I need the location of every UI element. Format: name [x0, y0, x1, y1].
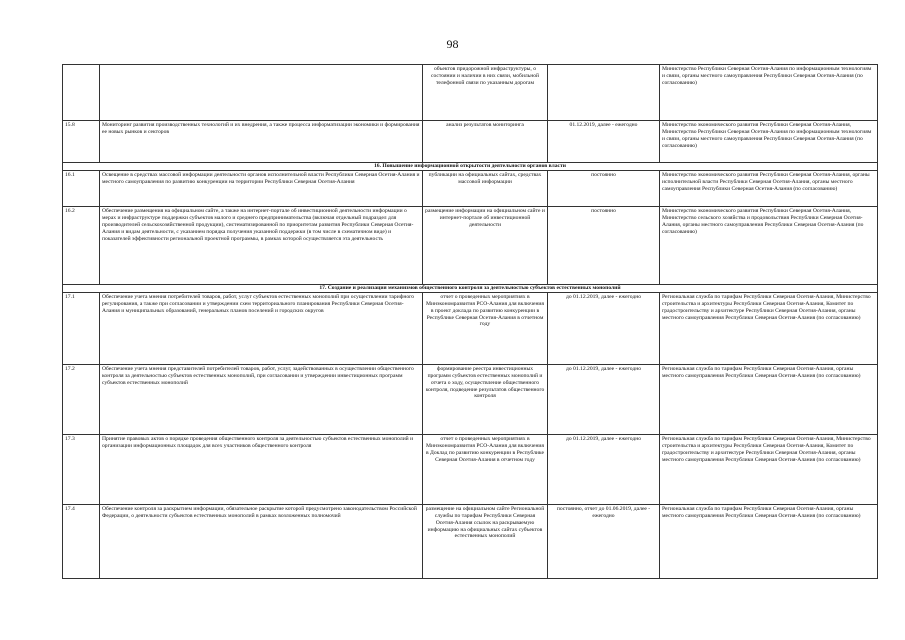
section-header [63, 284, 878, 292]
responsible-text: Министерство экономического развития Республики Северная Осетия-Алания, Министерство Республики Северная Осетия-Алания по информационным технологиям и связи, органы местного самоуправления Республики Северная Осетия-Алания (по согласованию) [660, 121, 878, 163]
deadline-text [548, 65, 660, 121]
table-row [63, 206, 878, 284]
section-title: 16. Повышение информационной открытости деятельности органов власти [63, 163, 878, 171]
result-text: размещение на официальном сайте Региональной службы по тарифам Республики Северная Осетия-Алания ссылок на раскрываемую информацию на официальных сайтах субъектов естественных монополий [423, 504, 548, 578]
row-number: 17.1 [63, 292, 100, 364]
responsible-text: Региональная служба по тарифам Республики Северная Осетия-Алания, органы местного самоуправления Республики Северная Осетия-Алания (по согласованию) [660, 504, 878, 578]
measures-table-body [63, 65, 878, 579]
responsible-text: Региональная служба по тарифам Республики Северная Осетия-Алания, Министерство строительства и архитектуры Республики Северная Осетия-Алания, Комитет по градостроительству и архитектуре Республики Северная Осетия-Алания, органы местного самоуправления Республики Северная Осетия-Алания (по согласованию) [660, 292, 878, 364]
responsible-text: Министерство экономического развития Республики Северная Осетия-Алания, органы исполнительной власти Республики Северная Осетия-Алания, органы местного самоуправления Республики Северная Осетия-Алания (по согласованию) [660, 170, 878, 206]
page-number: 98 [446, 37, 459, 51]
responsible-text: Министерство Республики Северная Осетия-Алания по информационным технологиям и связи, органы местного самоуправления Республики Северная Осетия-Алания (по согласованию) [660, 65, 878, 121]
result-text: отчет о проведенных мероприятиях в Минэкономразвития РСО-Алания для включения в проект доклада по развитию конкуренции в Республике Северная Осетия-Алания в отчетном году [423, 292, 548, 364]
row-number: 16.1 [63, 170, 100, 206]
row-number: 15.8 [63, 121, 100, 163]
deadline-text: до 01.12.2019, далее - ежегодно [548, 364, 660, 434]
measure-text: Принятие правовых актов о порядке проведения общественного контроля за деятельностью субъектов естественных монополий и организации информационных площадок для всех участников общественного контроля [100, 434, 423, 504]
row-number: 17.2 [63, 364, 100, 434]
row-number: 17.3 [63, 434, 100, 504]
row-number [63, 65, 100, 121]
table-row [63, 504, 878, 578]
measure-text: Мониторинг развития производственных технологий и их внедрения, а также процесса информатизации экономики и формирования ее новых рынков и секторов [100, 121, 423, 163]
responsible-text: Региональная служба по тарифам Республики Северная Осетия-Алания, Министерство строительства и архитектуры Республики Северная Осетия-Алания, Комитет по градостроительству и архитектуре Республики Северная Осетия-Алания, органы местного самоуправления Республики Северная Осетия-Алания (по согласованию) [660, 434, 878, 504]
result-text: формирование реестра инвестиционных программ субъектов естественных монополий и отчета о ходу, осуществление общественного контроля, подведение результатов общественного контроля [423, 364, 548, 434]
table-row [63, 434, 878, 504]
result-text: публикации на официальных сайтах, средствах массовой информации [423, 170, 548, 206]
table-row [63, 170, 878, 206]
table-row [63, 292, 878, 364]
section-header [63, 163, 878, 171]
table-row [63, 65, 878, 121]
deadline-text: до 01.12.2019, далее - ежегодно [548, 292, 660, 364]
row-number: 17.4 [63, 504, 100, 578]
deadline-text: 01.12.2019, далее - ежегодно [548, 121, 660, 163]
measure-text: Обеспечение учета мнения потребителей товаров, работ, услуг субъектов естественных монополий при осуществлении тарифного регулирования, а также при согласовании и утверждении схем территориального планирования Республики Северная Осетия-Алания и муниципальных образований, генеральных планов поселений и городских округов [100, 292, 423, 364]
row-number: 16.2 [63, 206, 100, 284]
result-text: размещение информации на официальном сайте и интернет-портале об инвестиционной деятельности [423, 206, 548, 284]
deadline-text: постоянно [548, 170, 660, 206]
measure-text: Обеспечение размещения на официальном сайте, а также на интернет-портале об инвестиционной деятельности информации о мерах и инфраструктуре поддержки субъектов малого и среднего предпринимательства (включая отдельный подраздел для производителей сельскохозяйственной продукции), систематизированной по приоритетам развития Республики Северная Осетия-Алания и видам деятельности, с указанием порядка получения указанной поддержки (в том числе в схематичном виде) и показателей эффективности региональной проектной программы, в рамках которой осуществляется эта деятельность [100, 206, 423, 284]
measure-text [100, 65, 423, 121]
result-text: объектов придорожной инфраструктуры, о состоянии и наличии в них связи, мобильной телефонной связи по указанным дорогам [423, 65, 548, 121]
measures-table [62, 64, 878, 579]
responsible-text: Министерство экономического развития Республики Северная Осетия-Алания, Министерство сельского хозяйства и продовольствия Республики Северная Осетия-Алания, органы местного самоуправления Республики Северная Осетия-Алания (по согласованию) [660, 206, 878, 284]
measure-text: Освещение в средствах массовой информации деятельности органов исполнительной власти Республики Северная Осетия-Алания и местного самоуправления по развитию конкуренции на территории Республики Северная Осетия-Алания [100, 170, 423, 206]
deadline-text: до 01.12.2019, далее - ежегодно [548, 434, 660, 504]
result-text: анализ результатов мониторинга [423, 121, 548, 163]
deadline-text: постоянно [548, 206, 660, 284]
result-text: отчет о проведенных мероприятиях в Минэкономразвития РСО-Алания для включения в Доклад по развитию конкуренции в Республике Северная Осетия-Алания в отчетном году [423, 434, 548, 504]
section-title: 17. Создание и реализация механизмов общественного контроля за деятельностью субъектов естественных монополий [63, 284, 878, 292]
responsible-text: Региональная служба по тарифам Республики Северная Осетия-Алания, органы местного самоуправления Республики Северная Осетия-Алания (по согласованию) [660, 364, 878, 434]
table-row [63, 121, 878, 163]
deadline-text: постоянно, отчет до 01.06.2019, далее - ежегодно [548, 504, 660, 578]
measure-text: Обеспечение учета мнения представителей потребителей товаров, работ, услуг, задействованных в осуществлении общественного контроля за деятельностью субъектов естественных монополий, при согласовании и утверждении инвестиционных программ субъектов естественных монополий [100, 364, 423, 434]
table-row [63, 364, 878, 434]
measure-text: Обеспечение контроля за раскрытием информации, обязательное раскрытие которой предусмотрено законодательством Российской Федерации, о деятельности субъектов естественных монополий в рамках возложенных полномочий [100, 504, 423, 578]
